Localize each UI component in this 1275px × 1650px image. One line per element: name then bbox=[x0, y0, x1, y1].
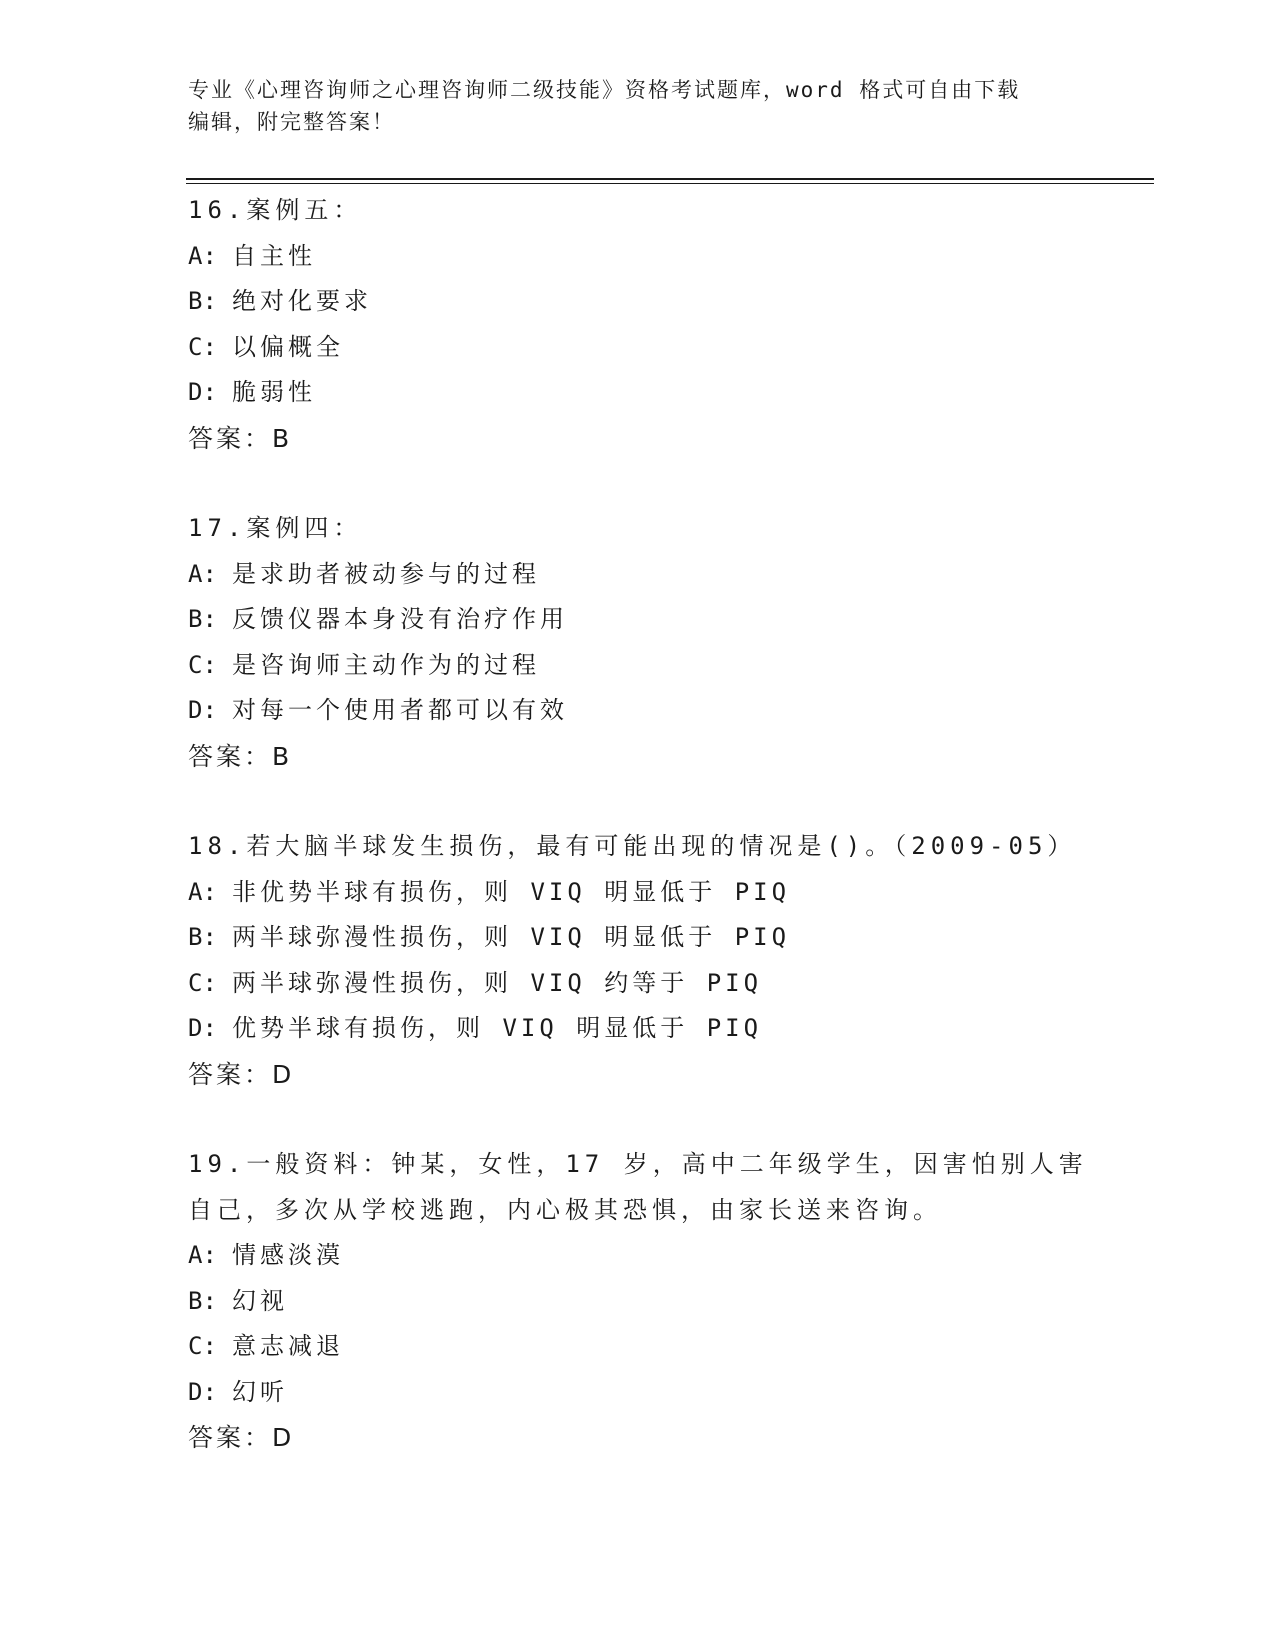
option-b bbox=[188, 1279, 1088, 1325]
option-c bbox=[188, 325, 1088, 371]
answer-line: 答案：D bbox=[188, 1423, 295, 1453]
option-text: 对每一个使用者都可以有效 bbox=[232, 696, 568, 725]
option-key: B: bbox=[188, 287, 217, 316]
option-key: C: bbox=[188, 1332, 217, 1361]
option-key: A: bbox=[188, 877, 217, 906]
answer-line: 答案：B bbox=[188, 423, 293, 453]
option-c bbox=[188, 1324, 1088, 1370]
option-key: D: bbox=[188, 1014, 217, 1043]
option-a bbox=[188, 552, 1088, 598]
option-text: 幻视 bbox=[232, 1286, 288, 1315]
option-d bbox=[188, 688, 1088, 734]
option-a bbox=[188, 870, 1088, 916]
question-16 bbox=[188, 188, 1088, 462]
option-text: 情感淡漠 bbox=[232, 1241, 344, 1270]
option-key: B: bbox=[188, 1286, 217, 1315]
option-key: D: bbox=[188, 696, 217, 725]
option-d bbox=[188, 1370, 1088, 1416]
option-text: 幻听 bbox=[232, 1377, 288, 1406]
option-c bbox=[188, 961, 1088, 1007]
option-key: A: bbox=[188, 559, 217, 588]
question-stem: 19.一般资料：钟某，女性，17 岁，高中二年级学生，因害怕别人害自己，多次从学校逃跑，内心极其恐惧，由家长送来咨询。 bbox=[188, 1149, 1088, 1224]
option-d bbox=[188, 370, 1088, 416]
option-text: 是咨询师主动作为的过程 bbox=[232, 650, 540, 679]
option-key: B: bbox=[188, 605, 217, 634]
option-text: 非优势半球有损伤，则 VIQ 明显低于 PIQ bbox=[232, 877, 791, 906]
question-19 bbox=[188, 1142, 1088, 1462]
option-text: 意志减退 bbox=[232, 1332, 344, 1361]
option-key: D: bbox=[188, 1377, 217, 1406]
header-line-1: 专业《心理咨询师之心理咨询师二级技能》资格考试题库，word 格式可自由下载 bbox=[188, 78, 1021, 102]
option-text: 两半球弥漫性损伤，则 VIQ 明显低于 PIQ bbox=[232, 923, 791, 952]
option-key: C: bbox=[188, 968, 217, 997]
answer-line: 答案：B bbox=[188, 741, 293, 771]
option-text: 两半球弥漫性损伤，则 VIQ 约等于 PIQ bbox=[232, 968, 763, 997]
question-17 bbox=[188, 506, 1088, 780]
option-key: A: bbox=[188, 1241, 217, 1270]
option-key: C: bbox=[188, 650, 217, 679]
option-key: C: bbox=[188, 332, 217, 361]
option-a bbox=[188, 1233, 1088, 1279]
option-key: A: bbox=[188, 241, 217, 270]
question-list bbox=[188, 188, 1088, 1505]
option-b bbox=[188, 597, 1088, 643]
option-text: 绝对化要求 bbox=[232, 287, 372, 316]
answer-line: 答案：D bbox=[188, 1059, 295, 1089]
option-key: D: bbox=[188, 378, 217, 407]
question-stem: 16.案例五： bbox=[188, 196, 363, 224]
option-c bbox=[188, 643, 1088, 689]
option-a bbox=[188, 234, 1088, 280]
option-b bbox=[188, 915, 1088, 961]
question-stem: 18.若大脑半球发生损伤，最有可能出现的情况是()。（2009-05） bbox=[188, 831, 1077, 860]
option-text: 脆弱性 bbox=[232, 378, 316, 407]
option-key: B: bbox=[188, 923, 217, 952]
option-b bbox=[188, 279, 1088, 325]
question-18 bbox=[188, 824, 1088, 1098]
question-stem: 17.案例四： bbox=[188, 513, 363, 542]
document-header bbox=[188, 74, 1068, 138]
option-d bbox=[188, 1006, 1088, 1052]
option-text: 是求助者被动参与的过程 bbox=[232, 559, 540, 588]
option-text: 以偏概全 bbox=[232, 332, 344, 361]
option-text: 反馈仪器本身没有治疗作用 bbox=[232, 605, 568, 634]
header-divider-thick bbox=[186, 178, 1154, 180]
header-line-2: 编辑，附完整答案！ bbox=[188, 110, 395, 134]
option-text: 优势半球有损伤，则 VIQ 明显低于 PIQ bbox=[232, 1014, 763, 1043]
header-divider-thin bbox=[186, 183, 1154, 184]
option-text: 自主性 bbox=[232, 241, 316, 270]
